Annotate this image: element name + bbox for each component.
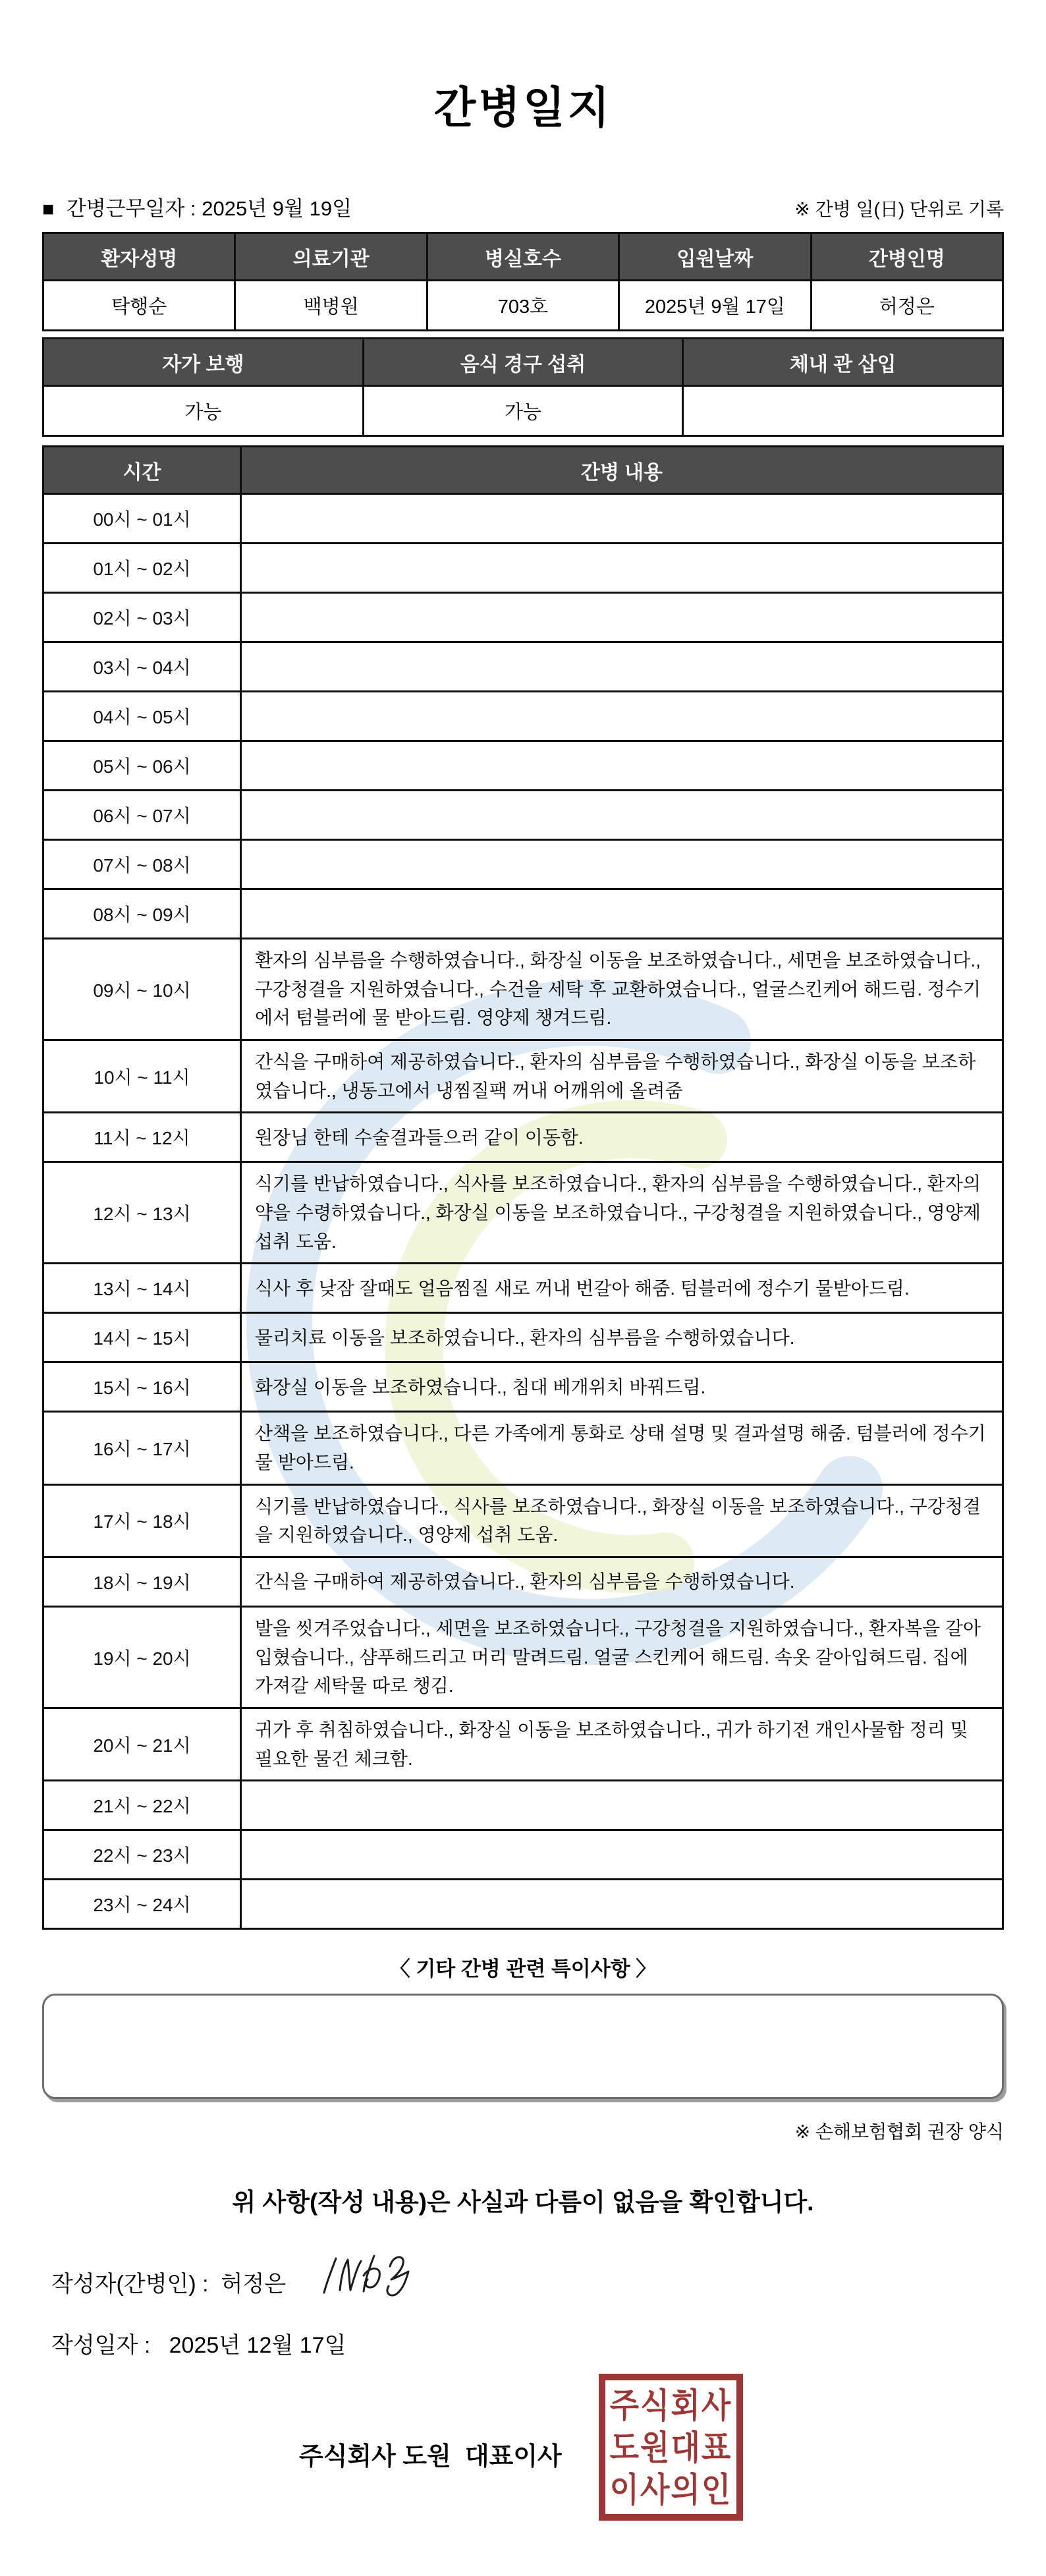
company-block [42,2370,1004,2534]
writer-line [42,2258,1004,2305]
care-row [43,1113,1003,1162]
company-seal-stamp [599,2374,743,2521]
care-time-cell: 16시 ~ 17시 [43,1412,241,1484]
care-row [43,741,1003,791]
care-time-cell: 02시 ~ 03시 [43,593,241,642]
care-row [43,1362,1003,1412]
col-header-tube-insert: 체내 관 삽입 [683,339,1003,386]
care-row [43,642,1003,692]
care-time-cell: 09시 ~ 10시 [43,939,241,1040]
care-row [43,939,1003,1040]
col-header-time: 시간 [43,447,241,494]
care-content-cell: 화장실 이동을 보조하였습니다., 침대 베개위치 바꿔드림. [241,1362,1003,1412]
date-label: 작성일자 : [51,2333,151,2359]
care-row [43,692,1003,741]
page-title: 간병일지 [433,83,613,132]
care-content-cell: 간식을 구매하여 제공하였습니다., 환자의 심부름을 수행하였습니다., 화장실 이동을 보조하였습니다., 냉동고에서 냉찜질팩 꺼내 어깨위에 올려줌 [241,1040,1003,1113]
care-content-cell [241,692,1003,741]
work-date-line [42,192,352,221]
col-header-hospital: 의료기관 [235,233,427,281]
square-bullet-icon: ■ [42,198,55,220]
care-row [43,1708,1003,1781]
care-row [43,1040,1003,1113]
care-content-cell: 식기를 반납하였습니다., 식사를 보조하였습니다., 환자의 심부름을 수행하였습니다., 환자의 약을 수령하였습니다., 화장실 이동을 보조하였습니다., 구강청결을 지원하였습니다., 영양제 섭취 도움. [241,1162,1003,1264]
care-content-cell [241,1830,1003,1880]
care-row [43,840,1003,889]
care-row [43,1557,1003,1607]
col-header-care-content: 간병 내용 [241,447,1003,494]
stamp-text-row: 주식회사 [609,2386,732,2425]
care-content-cell: 간식을 구매하여 제공하였습니다., 환자의 심부름을 수행하였습니다. [241,1557,1003,1607]
etc-section-heading: 〈 기타 간병 관련 특이사항 〉 [389,1957,657,1981]
care-time-cell: 03시 ~ 04시 [43,642,241,692]
care-content-cell [241,791,1003,840]
care-content-cell: 원장님 한테 수술결과들으러 같이 이동함. [241,1113,1003,1162]
care-time-cell: 22시 ~ 23시 [43,1830,241,1880]
care-row [43,1313,1003,1362]
care-time-cell: 11시 ~ 12시 [43,1113,241,1162]
care-content-cell [241,1781,1003,1830]
care-time-cell: 17시 ~ 18시 [43,1484,241,1557]
care-time-cell: 01시 ~ 02시 [43,544,241,593]
signature-scribble [316,2249,428,2305]
tube-insert-cell [683,386,1003,436]
caregiver-name-cell: 허정은 [811,281,1003,331]
hospital-cell: 백병원 [235,281,427,331]
care-time-cell: 00시 ~ 01시 [43,494,241,544]
care-time-cell: 13시 ~ 14시 [43,1264,241,1313]
care-time-cell: 05시 ~ 06시 [43,741,241,791]
company-line: 주식회사 도원 대표이사 [299,2443,562,2471]
care-content-cell: 식기를 반납하였습니다., 식사를 보조하였습니다., 화장실 이동을 보조하였습니다., 구강청결을 지원하였습니다., 영양제 섭취 도움. [241,1484,1003,1557]
care-content-cell: 산책을 보조하였습니다., 다른 가족에게 통화로 상태 설명 및 결과설명 해줌. 텀블러에 정수기물 받아드림. [241,1412,1003,1484]
care-table-body [43,494,1003,1929]
date-value: 2025년 12월 17일 [169,2333,346,2359]
date-line [42,2327,1004,2359]
care-row [43,1162,1003,1264]
care-time-cell: 06시 ~ 07시 [43,791,241,840]
care-content-cell [241,741,1003,791]
care-content-cell [241,544,1003,593]
care-header-row [43,447,1003,494]
care-time-cell: 12시 ~ 13시 [43,1162,241,1264]
work-date-label: 간병근무일자 : [66,197,196,220]
care-row [43,1412,1003,1484]
status-header-row [43,339,1003,386]
col-header-admission-date: 입원날짜 [619,233,811,281]
care-row [43,1264,1003,1313]
care-log-table [42,445,1004,1930]
care-time-cell: 14시 ~ 15시 [43,1313,241,1362]
care-row [43,1880,1003,1929]
work-date-value: 2025년 9월 19일 [202,197,352,220]
care-row [43,1830,1003,1880]
oral-intake-cell: 가능 [363,386,683,436]
care-content-cell [241,840,1003,889]
care-content-cell: 귀가 후 취침하였습니다., 화장실 이동을 보조하였습니다., 귀가 하기전 개인사물함 정리 및 필요한 물건 체크함. [241,1708,1003,1781]
care-time-cell: 23시 ~ 24시 [43,1880,241,1929]
confirmation-statement: 위 사항(작성 내용)은 사실과 다름이 없음을 확인합니다. [232,2189,814,2216]
col-header-caregiver-name: 간병인명 [811,233,1003,281]
col-header-oral-intake: 음식 경구 섭취 [363,339,683,386]
care-time-cell: 08시 ~ 09시 [43,889,241,939]
care-content-cell [241,889,1003,939]
care-row [43,1781,1003,1830]
etc-notes-box [42,1994,1004,2099]
form-note: ※ 손해보험협회 권장 양식 [794,2121,1004,2142]
care-row [43,494,1003,544]
care-row [43,791,1003,840]
stamp-text-row: 이사의인 [609,2470,732,2509]
patient-header-row [43,233,1003,281]
care-row [43,544,1003,593]
care-time-cell: 07시 ~ 08시 [43,840,241,889]
care-content-cell: 환자의 심부름을 수행하였습니다., 화장실 이동을 보조하였습니다., 세면을 보조하였습니다., 구강청결을 지원하였습니다., 수건을 세탁 후 교환하였습니다., 얼굴스킨케어 해드림. 정수기에서 텀블러에 물 받아드림. 영양제 챙겨드림. [241,939,1003,1040]
care-content-cell [241,494,1003,544]
care-time-cell: 10시 ~ 11시 [43,1040,241,1113]
patient-info-table [42,232,1004,331]
care-row [43,593,1003,642]
care-time-cell: 21시 ~ 22시 [43,1781,241,1830]
col-header-patient-name: 환자성명 [43,233,235,281]
care-time-cell: 15시 ~ 16시 [43,1362,241,1412]
writer-label: 작성자(간병인) : [51,2271,209,2297]
self-walking-cell: 가능 [43,386,364,436]
care-content-cell [241,1880,1003,1929]
care-content-cell: 식사 후 낮잠 잘때도 얼음찜질 새로 꺼내 번갈아 해줌. 텀블러에 정수기 물받아드림. [241,1264,1003,1313]
col-header-self-walking: 자가 보행 [43,339,364,386]
care-row [43,889,1003,939]
care-time-cell: 18시 ~ 19시 [43,1557,241,1607]
patient-status-table [42,337,1004,437]
status-value-row [43,386,1003,436]
care-content-cell: 발을 씻겨주었습니다., 세면을 보조하였습니다., 구강청결을 지원하였습니다., 환자복을 갈아입혔습니다., 샴푸해드리고 머리 말려드림. 얼굴 스킨케어 해드림. 속옷 갈아입혀드림. 집에 가져갈 세탁물 따로 챙김. [241,1607,1003,1708]
care-content-cell [241,593,1003,642]
patient-value-row [43,281,1003,331]
care-content-cell [241,642,1003,692]
stamp-text-row: 도원대표 [609,2428,732,2467]
meta-row [42,192,1004,221]
col-header-room-number: 병실호수 [427,233,619,281]
unit-note: ※ 간병 일(日) 단위로 기록 [794,199,1004,219]
room-number-cell: 703호 [427,281,619,331]
care-row [43,1607,1003,1708]
patient-name-cell: 탁행순 [43,281,235,331]
care-time-cell: 20시 ~ 21시 [43,1708,241,1781]
admission-date-cell: 2025년 9월 17일 [619,281,811,331]
care-content-cell: 물리치료 이동을 보조하였습니다., 환자의 심부름을 수행하였습니다. [241,1313,1003,1362]
care-time-cell: 04시 ~ 05시 [43,692,241,741]
care-row [43,1484,1003,1557]
care-time-cell: 19시 ~ 20시 [43,1607,241,1708]
writer-name: 허정은 [221,2271,287,2297]
